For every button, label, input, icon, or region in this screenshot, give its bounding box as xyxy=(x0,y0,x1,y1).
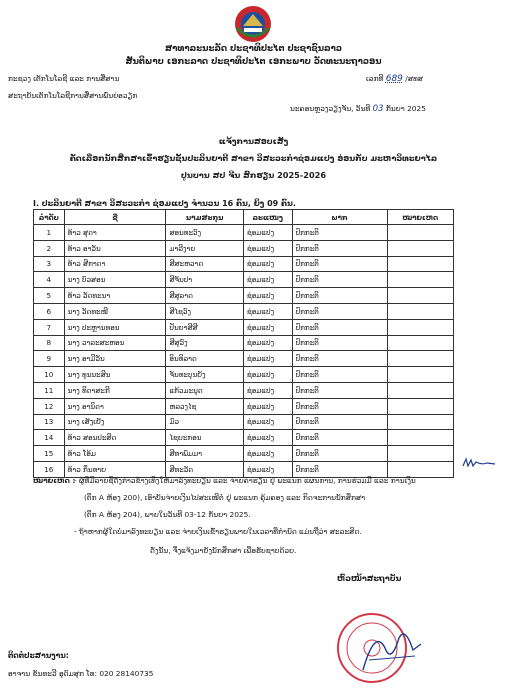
cell-no: 13 xyxy=(34,414,65,430)
table-row xyxy=(34,367,454,383)
cell-mode: ປົກກະຕິ xyxy=(292,414,387,430)
cell-field: ຊ່ອມແປງ xyxy=(243,272,292,288)
cell-mode: ປົກກະຕິ xyxy=(292,367,387,383)
cell-field: ຊ່ອມແປງ xyxy=(243,303,292,319)
notes-line-2: (ຕຶກ A ຫ້ອງ 200), ເອົາບັນຈ່າຍເງິນໄປສະເໜີຕໍ່ ຢູ່ ພະແນກ ຄຸ້ມຄອງ ແລະ ກິດຈະການນັກສຶກສາ xyxy=(84,493,366,502)
cell-field: ຊ່ອມແປງ xyxy=(243,335,292,351)
place-date xyxy=(290,104,426,114)
cell-note xyxy=(387,398,453,414)
cell-surname: ສີສຸວົງ xyxy=(166,335,243,351)
cell-name: ນາງ ອານິດາ xyxy=(64,398,166,414)
cell-surname: ສອນທະວົງ xyxy=(166,225,243,241)
date-day: 03 xyxy=(372,104,384,114)
cell-note xyxy=(387,319,453,335)
section-heading: I. ປະລິນຍາຕີ ສາຂາ ວິສະວະກຳ ຊ່ອມແປງ ຈຳນວນ 16 ຄົນ, ຍິງ 09 ຄົນ. xyxy=(33,199,296,208)
cell-surname: ສີທາພົມມາ xyxy=(166,446,243,462)
cell-surname: ສີຈັນປາ xyxy=(166,272,243,288)
republic-heading: ສາທາລະນະລັດ ປະຊາທິປະໄຕ ປະຊາຊົນລາວ xyxy=(165,44,342,54)
table-row xyxy=(34,240,454,256)
cell-note xyxy=(387,303,453,319)
table-row xyxy=(34,414,454,430)
cell-no: 1 xyxy=(34,225,65,241)
cell-no: 3 xyxy=(34,256,65,272)
student-table xyxy=(33,209,454,478)
cell-name: ທ້າວ ສອນປະສິດ xyxy=(64,430,166,446)
cell-mode: ປົກກະຕິ xyxy=(292,351,387,367)
cell-field: ຊ່ອມແປງ xyxy=(243,382,292,398)
cell-surname: ແກ້ວມະນຸດ xyxy=(166,382,243,398)
cell-field: ຊ່ອມແປງ xyxy=(243,351,292,367)
cell-field: ຊ່ອມແປງ xyxy=(243,461,292,477)
college-name: ສະຖາບັນເຕັກໂນໂລຊີການສື່ສານພົ່ນຍ່ອວຽກ xyxy=(8,91,138,100)
col-header-name: ຊື່ xyxy=(64,210,166,225)
cell-field: ຊ່ອມແປງ xyxy=(243,367,292,383)
cell-name: ທ້າວ ສຸດາ xyxy=(64,225,166,241)
cell-field: ຊ່ອມແປງ xyxy=(243,430,292,446)
cell-note xyxy=(387,288,453,304)
director-signature-icon xyxy=(355,620,425,680)
document-number xyxy=(366,74,423,84)
cell-mode: ປົກກະຕິ xyxy=(292,272,387,288)
cell-name: ທ້າວ ກິ່ນທາຍ xyxy=(64,461,166,477)
cell-mode: ປົກກະຕິ xyxy=(292,319,387,335)
cell-field: ຊ່ອມແປງ xyxy=(243,398,292,414)
number-label: ເລກທີ xyxy=(366,74,384,83)
cell-no: 6 xyxy=(34,303,65,319)
notice-subtitle: ຄັດເລືອກນັກສຶກສາເຂົ້າຮຽນຊັ້ນປະລິນຍາຕີ ສາຂາ ວິສະວະກຳຊ່ອມແປງ ອ່ອນກັບ ມະຫາວິທະຍາໄລ xyxy=(69,153,438,163)
cell-mode: ປົກກະຕິ xyxy=(292,240,387,256)
notes-closing: ດັ່ງນັ້ນ, ຈຶ່ງແຈ້ງມາຍັງນັກສຶກສາ ເພື່ອຮັບຊາບດ້ວຍ. xyxy=(150,546,297,555)
cell-name: ນາງ ປະຫຼານທອນ xyxy=(64,319,166,335)
cell-note xyxy=(387,225,453,241)
table-row xyxy=(34,319,454,335)
cell-no: 5 xyxy=(34,288,65,304)
cell-field: ຊ່ອມແປງ xyxy=(243,225,292,241)
cell-name: ທ້າວ ໂອ້ມ xyxy=(64,446,166,462)
initial-signature-icon xyxy=(462,456,496,470)
cell-mode: ປົກກະຕິ xyxy=(292,256,387,272)
signatory-title: ຫົວໜ້າສະຖາບັນ xyxy=(337,574,402,583)
cell-surname: ສີສຸລາດ xyxy=(166,288,243,304)
cell-surname: ມາລີງາຍ xyxy=(166,240,243,256)
table-row xyxy=(34,335,454,351)
cell-name: ທ້າວ ອາວັນ xyxy=(64,240,166,256)
cell-surname: ສີໄຊວົງ xyxy=(166,303,243,319)
number-suffix: /ສທສ xyxy=(405,74,424,83)
table-row xyxy=(34,382,454,398)
cell-surname: ມົວ xyxy=(166,414,243,430)
cell-note xyxy=(387,382,453,398)
notice-subtitle-2: ປູນບານ ສປ ຈີນ ສົກຮຽນ 2025-2026 xyxy=(180,170,327,180)
cell-no: 9 xyxy=(34,351,65,367)
cell-surname: ອິນທິລາດ xyxy=(166,351,243,367)
cell-surname: ປັນຍາສີສີ xyxy=(166,319,243,335)
cell-no: 16 xyxy=(34,461,65,477)
cell-no: 7 xyxy=(34,319,65,335)
col-header-note: ໝາຍເຫດ xyxy=(387,210,453,225)
cell-note xyxy=(387,430,453,446)
cell-note xyxy=(387,367,453,383)
cell-no: 11 xyxy=(34,382,65,398)
cell-field: ຊ່ອມແປງ xyxy=(243,256,292,272)
ministry-name: ກະຊວງ ເຕັກໂນໂລຊີ ແລະ ການສື່ສານ xyxy=(8,74,120,83)
notes-line-1: - ຜູ້ທີ່ມີລາຍຊື່ດັ່ງກ່າວຂ້າງເທິງໃຫ້ມາລົງທະບຽນ ແລະ ຈ່າຍຄ່າຮຽນ ຢູ່ ພະແນກ ແຜນການ, ການຮ່ວມມື ແລະ ການເງິນ xyxy=(74,476,416,485)
table-row xyxy=(34,288,454,304)
national-motto: ສັນຕິພາບ ເອກະລາດ ປະຊາທິປະໄຕ ເອກະພາບ ວັດທະນະຖາວອນ xyxy=(125,57,382,67)
cell-name: ນາງ ວັດທະໜີ xyxy=(64,303,166,319)
cell-no: 8 xyxy=(34,335,65,351)
cell-field: ຊ່ອມແປງ xyxy=(243,288,292,304)
cell-mode: ປົກກະຕິ xyxy=(292,335,387,351)
col-header-surname: ນາມສະກຸນ xyxy=(166,210,243,225)
cell-no: 14 xyxy=(34,430,65,446)
cell-name: ນາງ ເສັງເຢັງ xyxy=(64,414,166,430)
contact-label: ຕິດຕໍ່ປະສານງານ: xyxy=(8,651,69,660)
table-row xyxy=(34,272,454,288)
notice-title: ແຈ້ງການສອບເສັງ xyxy=(218,136,289,146)
table-row xyxy=(34,430,454,446)
cell-field: ຊ່ອມແປງ xyxy=(243,319,292,335)
cell-surname: ຫລວງໄຊ xyxy=(166,398,243,414)
table-row xyxy=(34,398,454,414)
contact-line: ອາຈານ ຂັນທະວີ ອຸດົມສຸກ ໂທ: 020 28140735 xyxy=(8,669,154,678)
cell-no: 12 xyxy=(34,398,65,414)
cell-name: ນາງ ທິດາສະກີ xyxy=(64,382,166,398)
cell-note xyxy=(387,351,453,367)
col-header-no: ລຳດັບ xyxy=(34,210,65,225)
cell-mode: ປົກກະຕິ xyxy=(292,461,387,477)
cell-field: ຊ່ອມແປງ xyxy=(243,446,292,462)
cell-name: ນາງ ວາລະສະຫອນ xyxy=(64,335,166,351)
col-header-field: ລະແໜງ xyxy=(243,210,292,225)
cell-no: 10 xyxy=(34,367,65,383)
cell-mode: ປົກກະຕິ xyxy=(292,430,387,446)
cell-note xyxy=(387,335,453,351)
cell-no: 4 xyxy=(34,272,65,288)
date-rest: ກັນຍາ 2025 xyxy=(385,104,426,113)
table-row xyxy=(34,256,454,272)
notes-label: ໝາຍເຫດ : xyxy=(33,476,76,485)
notes-line-3: (ຕຶກ A ຫ້ອງ 204), ພາຍໃນວັນທີ 03-12 ກັນຍາ 2025. xyxy=(84,510,251,519)
col-header-mode: ພາກ xyxy=(292,210,387,225)
cell-mode: ປົກກະຕິ xyxy=(292,382,387,398)
cell-mode: ປົກກະຕິ xyxy=(292,446,387,462)
cell-name: ນາງ ອາມີວັນ xyxy=(64,351,166,367)
cell-surname: ສີທະວັດ xyxy=(166,461,243,477)
national-emblem-icon xyxy=(233,4,273,44)
table-row xyxy=(34,446,454,462)
cell-field: ຊ່ອມແປງ xyxy=(243,414,292,430)
cell-mode: ປົກກະຕິ xyxy=(292,225,387,241)
notes-line-4: - ຖ້າຫາກຜູ້ໃດບໍ່ມາລົງທະບຽນ ແລະ ຈ່າຍເງິນເຂົ້າຮຽນພາຍໃນເວລາທີ່ກຳນົດ ແມ່ນຖືວ່າ ສະລະສິດ. xyxy=(74,527,362,536)
cell-mode: ປົກກະຕິ xyxy=(292,303,387,319)
cell-no: 15 xyxy=(34,446,65,462)
cell-surname: ໄຊຍະກອນ xyxy=(166,430,243,446)
table-header-row xyxy=(34,210,454,225)
table-row xyxy=(34,225,454,241)
cell-name: ທ້າວ ວັດທະນາ xyxy=(64,288,166,304)
cell-name: ທ້າວ ສີກາດາ xyxy=(64,256,166,272)
cell-name: ນາງ ບົວສອນ xyxy=(64,272,166,288)
cell-note xyxy=(387,414,453,430)
table-row xyxy=(34,303,454,319)
number-value: 689 xyxy=(385,74,403,84)
table-row xyxy=(34,351,454,367)
cell-note xyxy=(387,272,453,288)
cell-field: ຊ່ອມແປງ xyxy=(243,240,292,256)
cell-note xyxy=(387,256,453,272)
cell-mode: ປົກກະຕິ xyxy=(292,398,387,414)
cell-name: ນາງ ທຸນນະສິນ xyxy=(64,367,166,383)
cell-note xyxy=(387,240,453,256)
place-date-label: ນະຄອນຫຼວງວຽງຈັນ, ວັນທີ xyxy=(290,104,371,113)
cell-note xyxy=(387,446,453,462)
cell-mode: ປົກກະຕິ xyxy=(292,288,387,304)
cell-surname: ຈັນທະບຸນຍັງ xyxy=(166,367,243,383)
cell-no: 2 xyxy=(34,240,65,256)
cell-surname: ສີສະຫວາດ xyxy=(166,256,243,272)
